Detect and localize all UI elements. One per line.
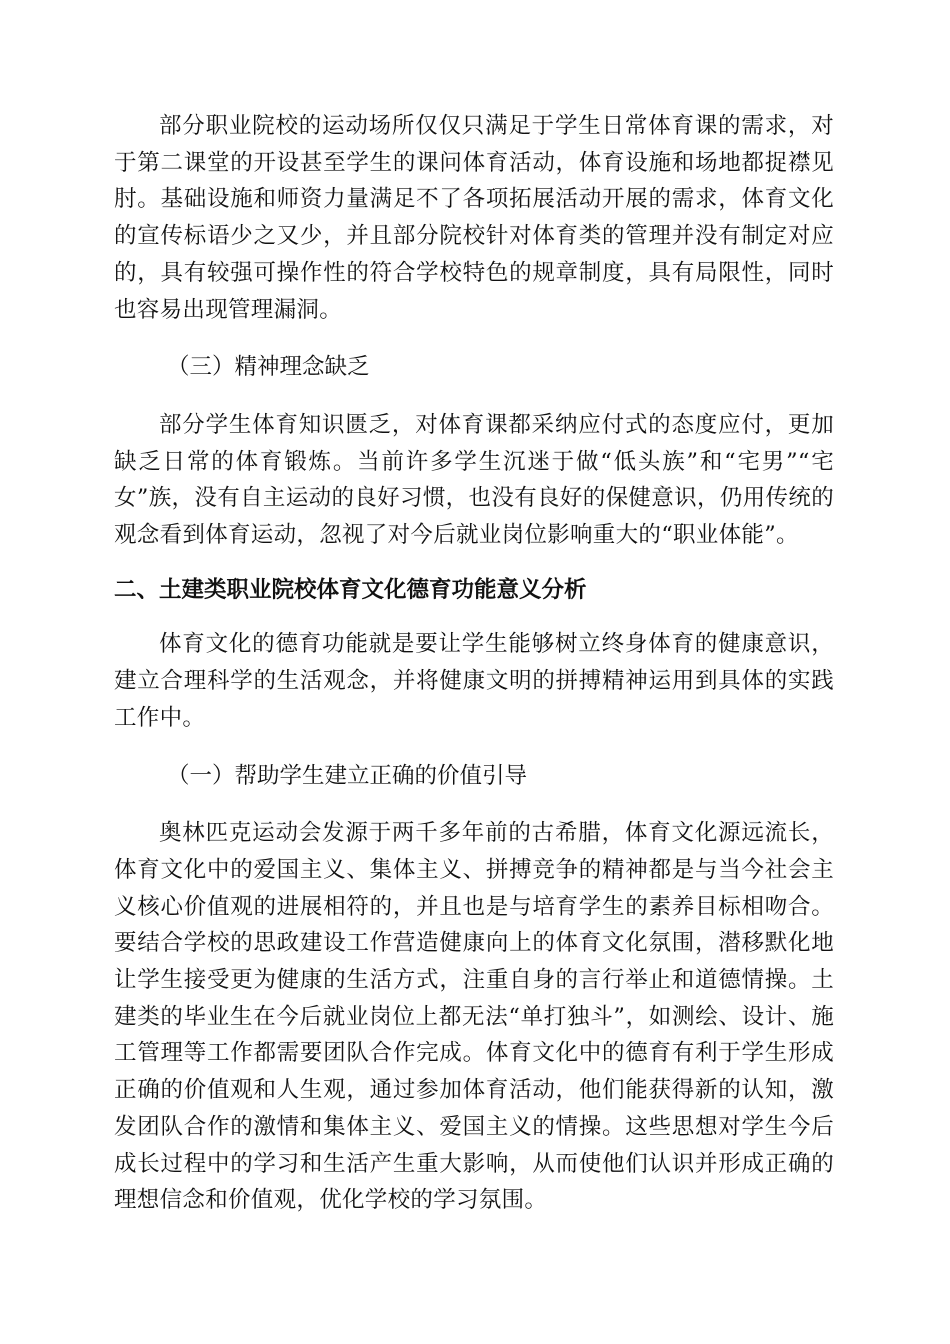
spacer — [114, 328, 834, 349]
spacer — [114, 794, 834, 815]
paragraph-olympics: 奥林匹克运动会发源于两千多年前的古希腊，体育文化源远流长，体育文化中的爱国主义、集体主义、拼搏竞争的精神都是与当今社会主义核心价值观的进展相符的，并且也是与培育学生的素养目标相吻合。要结合学校的思政建设工作营造健康向上的体育文化氛围，潜移默化地让学生接受更为健康的生活方式，注重自身的言行举止和道德情操。土建类的毕业生在今后就业岗位上都无法“单打独斗”，如测绘、设计、施工管理等工作都需要团队合作完成。体育文化中的德育有利于学生形成正确的价值观和人生观，通过参加体育活动，他们能获得新的认知，激发团队合作的激情和集体主义、爱国主义的情操。这些思想对学生今后成长过程中的学习和生活产生重大影响，从而使他们认识并形成正确的理想信念和价值观，优化学校的学习氛围。 — [114, 820, 834, 1214]
spacer — [114, 737, 834, 758]
spacer — [114, 554, 834, 572]
paragraph-facilities: 部分职业院校的运动场所仅仅只满足于学生日常体育课的需求，对于第二课堂的开设甚至学生的课问体育活动，体育设施和场地都捉襟见肘。基础设施和师资力量满足不了各项拓展活动开展的需求，体育文化的宣传标语少之又少，并且部分院校针对体育类的管理并没有制定对应的，具有较强可操作性的符合学校特色的规章制度，具有局限性，同时也容易出现管理漏洞。 — [114, 113, 834, 323]
spacer — [114, 386, 834, 407]
subheading-values: （一）帮助学生建立正确的价值引导 — [167, 762, 528, 789]
subheading-spirit: （三）精神理念缺乏 — [167, 354, 370, 381]
paragraph-moral-function: 体育文化的德育功能就是要让学生能够树立终身体育的健康意识，建立合理科学的生活观念，并将健康文明的拼搏精神运用到具体的实践工作中。 — [114, 631, 834, 731]
paragraph-knowledge: 部分学生体育知识匮乏，对体育课都采纳应付式的态度应付，更加缺乏日常的体育锻炼。当前许多学生沉迷于做“低头族”和“宅男”“宅女”族，没有自主运动的良好习惯，也没有良好的保健意识，仍用传统的观念看到体育运动，忽视了对今后就业岗位影响重大的“职业体能”。 — [114, 411, 834, 549]
section-heading: 二、土建类职业院校体育文化德育功能意义分析 — [114, 576, 587, 603]
document-page — [114, 108, 834, 1219]
spacer — [114, 608, 834, 626]
